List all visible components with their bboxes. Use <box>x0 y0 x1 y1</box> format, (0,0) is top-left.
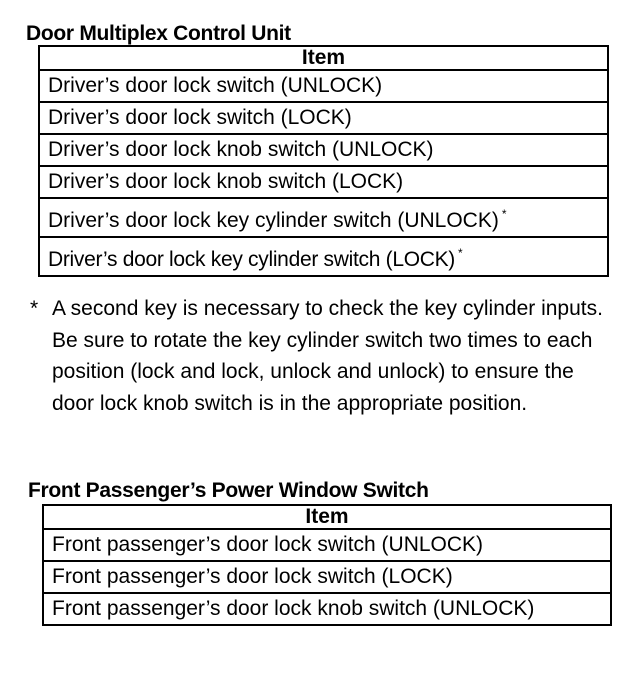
row-text: Driver’s door lock knob switch (LOCK) <box>48 170 404 193</box>
table-cell <box>39 70 608 102</box>
table-row <box>39 237 608 276</box>
footnote <box>30 293 620 419</box>
table-row <box>39 102 608 134</box>
table-header-row <box>43 505 611 529</box>
footnote-asterisk: * <box>30 297 39 320</box>
row-text: Front passenger’s door lock switch (LOCK) <box>52 565 453 588</box>
table-cell <box>43 561 611 593</box>
door-multiplex-item-table <box>38 45 609 277</box>
row-text: Driver’s door lock knob switch (UNLOCK) <box>48 138 434 161</box>
row-text: Driver’s door lock key cylinder switch (UNLOCK) <box>48 209 499 232</box>
table-row <box>39 166 608 198</box>
table-row <box>43 561 611 593</box>
table-cell <box>39 134 608 166</box>
table-header-item: Item <box>43 505 611 529</box>
row-text: Driver’s door lock switch (UNLOCK) <box>48 74 383 97</box>
row-text: Front passenger’s door lock switch (UNLOCK) <box>52 533 484 556</box>
table-row <box>39 70 608 102</box>
table-row <box>39 134 608 166</box>
table-cell <box>39 237 608 276</box>
row-text: Driver’s door lock key cylinder switch (LOCK) <box>48 248 456 271</box>
footnote-text: A second key is necessary to check the key cylinder inputs. Be sure to rotate the key cylinder switch two times to each position (lock and lock, unlock and unlock) to ensure the door lock knob switch is in the appropriate position. <box>52 297 603 415</box>
table-cell <box>39 102 608 134</box>
passenger-window-item-table <box>42 504 612 626</box>
table-cell <box>43 529 611 561</box>
table-header-item: Item <box>39 46 608 70</box>
table-cell <box>39 198 608 237</box>
section-title-passenger-window-switch: Front Passenger’s Power Window Switch <box>28 479 429 502</box>
footnote-marker: * <box>501 207 507 221</box>
table-header-row <box>39 46 608 70</box>
section-title-door-multiplex: Door Multiplex Control Unit <box>26 22 291 45</box>
table-cell <box>43 593 611 625</box>
table-row <box>43 593 611 625</box>
table-row <box>43 529 611 561</box>
table-cell <box>39 166 608 198</box>
row-text: Front passenger’s door lock knob switch (UNLOCK) <box>52 597 535 620</box>
table-row <box>39 198 608 237</box>
footnote-marker: * <box>458 246 463 260</box>
row-text: Driver’s door lock switch (LOCK) <box>48 106 352 129</box>
